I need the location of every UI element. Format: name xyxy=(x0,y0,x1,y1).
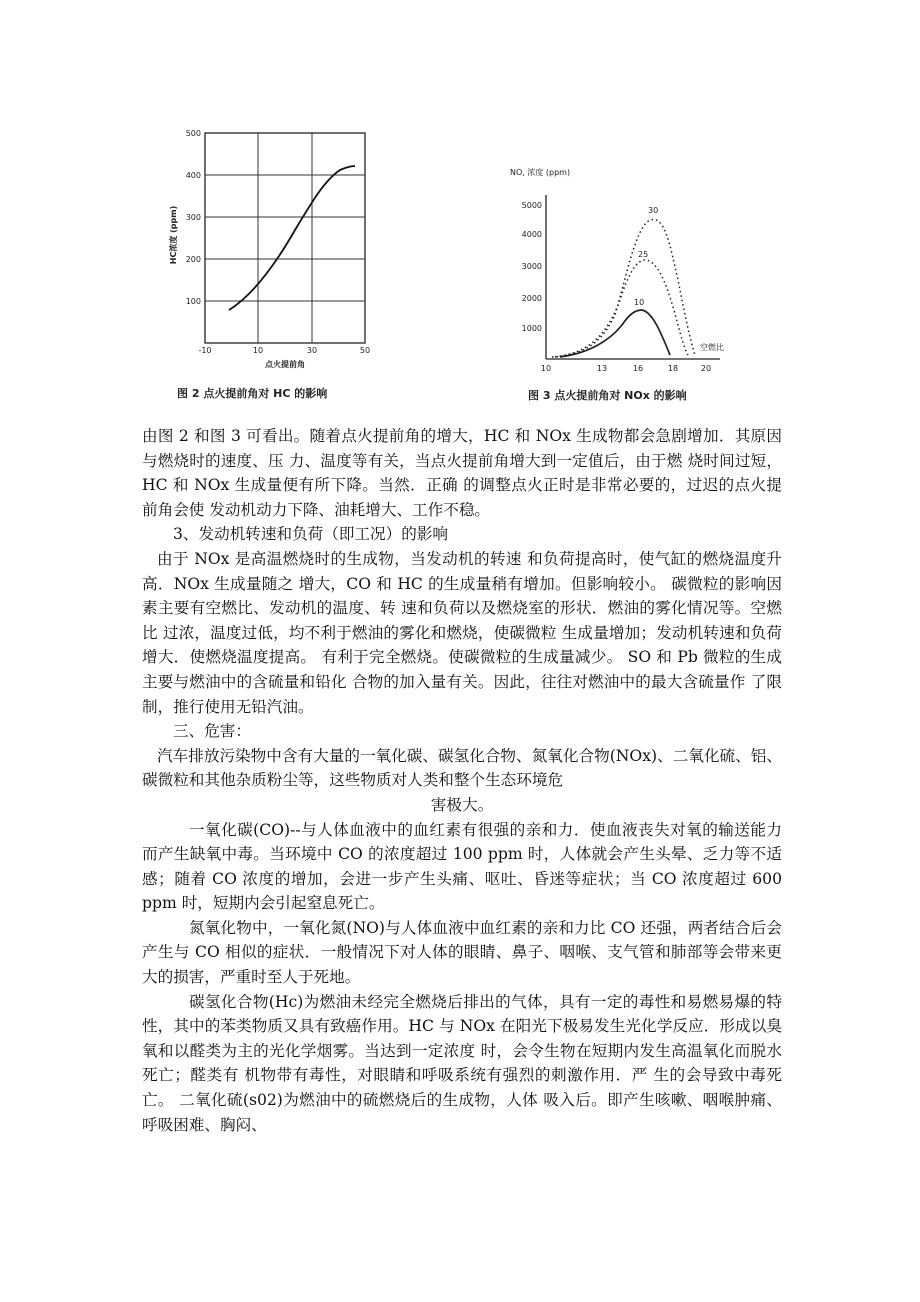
fig2-hc-curve xyxy=(229,166,355,310)
fig3-caption: 图 3 点火提前角对 NOx 的影响 xyxy=(528,389,687,402)
fig2-xtick: -10 xyxy=(198,346,212,355)
paragraph: 汽车排放污染物中含有大量的一氧化碳、碳氢化合物、氮氧化合物(NOx)、二氧化硫、铝、碳微粒和其他杂质粉尘等，这些物质对人类和整个生态环境危 xyxy=(142,746,782,790)
fig2-xtick: 30 xyxy=(306,346,318,355)
fig3-xlabel: 空燃比 xyxy=(700,343,724,352)
fig3-xtick: 20 xyxy=(700,364,712,373)
figure-3-nox-chart xyxy=(510,165,740,405)
document-body xyxy=(142,424,782,1137)
paragraph-continuation: 害极大。 xyxy=(430,795,494,814)
fig3-xtick: 16 xyxy=(632,364,644,373)
fig2-ytick: 500 xyxy=(185,129,201,138)
fig3-xtick: 18 xyxy=(667,364,679,373)
fig2-ylabel: HC浓度 (ppm) xyxy=(169,205,178,265)
paragraph: 由图 2 和图 3 可看出。随着点火提前角的增大，HC 和 NOx 生成物都会急剧增加．其原因与燃烧时的速度、压 力、温度等有关，当点火提前角增大到一定值后，由于燃 烧时间过短，HC 和 NOx 生成量便有所下降。当然．正确 的调整点火正时是非常必要的，过迟的点火提前角会使 发动机动力下降、油耗增大、工作不稳。 xyxy=(142,427,782,519)
fig3-ylabel: NO, 浓度 (ppm) xyxy=(510,168,571,177)
fig2-plot-frame xyxy=(205,133,365,343)
fig3-ytick: 4000 xyxy=(521,230,542,239)
fig3-xtick: 13 xyxy=(596,364,608,373)
paragraph: 碳氢化合物(Hc)为燃油未经完全燃烧后排出的气体，具有一定的毒性和易燃易爆的特性，其中的苯类物质又具有致癌作用。HC 与 NOx 在阳光下极易发生光化学反应．形成以臭氧和以醛类为主的光化学烟雾。当达到一定浓度 时，会令生物在短期内发生高温氧化而脱水死亡；醛类有 机物带有毒性，对眼睛和呼吸系统有强烈的刺激作用．严 生的会导致中毒死亡。 二氧化硫(s02)为燃油中的硫燃烧后的生成物，人体 吸入后。即产生咳嗽、咽喉肿痛、呼吸困难、胸闷、 xyxy=(142,992,782,1134)
fig2-xtick: 10 xyxy=(252,346,264,355)
section-heading: 三、危害： xyxy=(173,722,251,741)
paragraph: 由于 NOx 是高温燃烧时的生成物，当发动机的转速 和负荷提高时，使气缸的燃烧温度升高．NOx 生成量随之 增大，CO 和 HC 的生成量稍有增加。但影响较小。 碳微粒的影响因素主要有空燃比、发动机的温度、转 速和负荷以及燃烧室的形状．燃油的雾化情况等。空燃比 过浓，温度过低，均不利于燃油的雾化和燃烧，使碳微粒 生成量增加；发动机转速和负荷增大．使燃烧温度提高。 有利于完全燃烧。使碳微粒的生成量减少。 SO 和 Pb 微粒的生成主要与燃油中的含硫量和铅化 合物的加入量有关。因此，往往对燃油中的最大含硫量作 了限制，推行使用无铅汽油。 xyxy=(142,549,782,716)
fig2-ytick: 300 xyxy=(185,213,201,222)
fig3-curve-label: 10 xyxy=(634,298,645,307)
paragraph: 一氧化碳(CO)--与人体血液中的血红素有很强的亲和力．使血液丧失对氧的输送能力而产生缺氧中毒。当环境中 CO 的浓度超过 100 ppm 时，人体就会产生头晕、乏力等不适感；随着 CO 浓度的增加，会进一步产生头痛、呕吐、昏迷等症状；当 CO 浓度超过 600 ppm 时，短期内会引起窒息死亡。 xyxy=(142,820,782,913)
fig3-curve-25 xyxy=(555,260,688,357)
section-heading: 3、发动机转速和负荷（即工况）的影响 xyxy=(173,525,449,544)
fig2-xlabel: 点火提前角 xyxy=(265,360,305,369)
fig3-ytick: 5000 xyxy=(521,201,542,210)
fig2-caption: 图 2 点火提前角对 HC 的影响 xyxy=(177,387,328,400)
fig3-xtick: 10 xyxy=(540,364,552,373)
fig3-ytick: 3000 xyxy=(521,262,542,271)
paragraph: 氮氧化物中，一氧化氮(NO)与人体血液中血红素的亲和力比 CO 还强，两者结合后会产生与 CO 相似的症状．一般情况下对人体的眼睛、鼻子、咽喉、支气管和肺部等会带来更大的损害，严重时至人于死地。 xyxy=(142,918,782,987)
fig2-xtick: 50 xyxy=(359,346,371,355)
fig2-ytick: 400 xyxy=(185,171,201,180)
fig3-ytick: 2000 xyxy=(521,294,542,303)
fig2-ytick: 100 xyxy=(185,297,201,306)
fig2-ytick: 200 xyxy=(185,255,201,264)
fig3-ytick: 1000 xyxy=(521,324,542,333)
fig3-curve-label: 25 xyxy=(638,250,649,259)
fig3-curve-10 xyxy=(560,310,670,357)
figure-2-hc-chart xyxy=(165,125,400,405)
fig3-curve-label: 30 xyxy=(648,206,659,215)
